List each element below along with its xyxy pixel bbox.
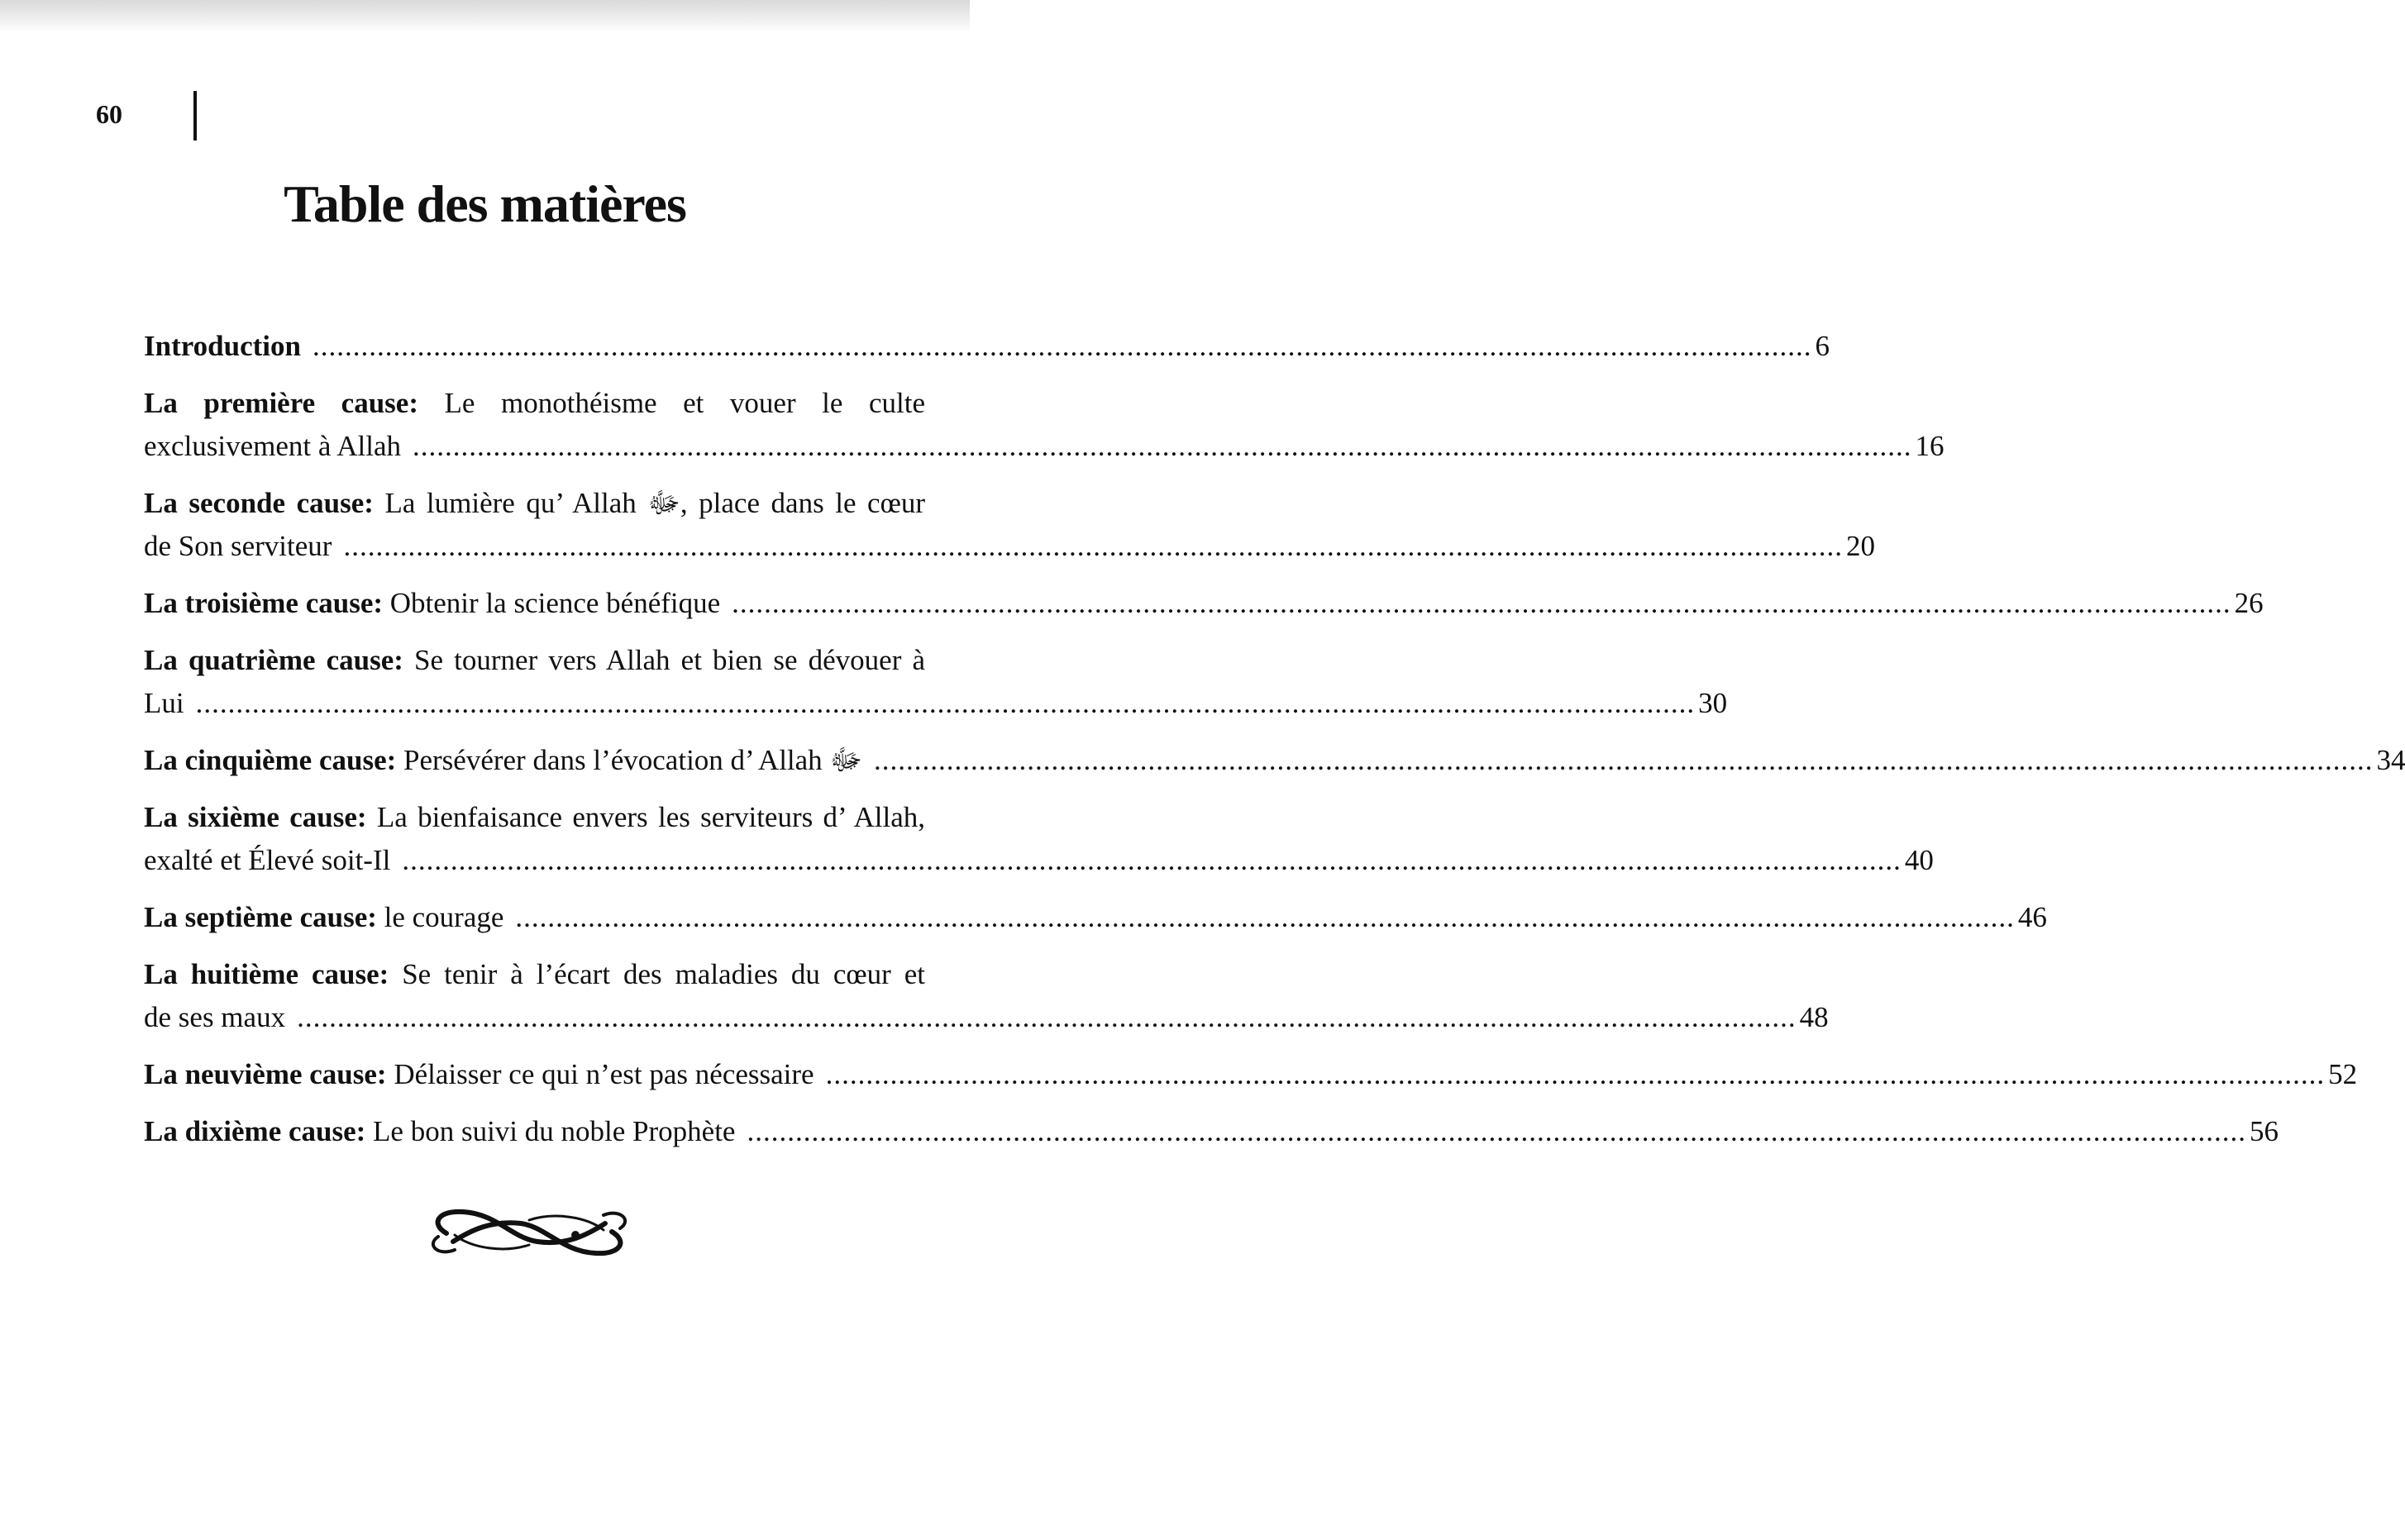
dot-leader: .......................................................................................................................................................................................... — [195, 687, 1696, 719]
toc-entry-introduction[interactable] — [144, 325, 1830, 368]
dot-leader: .......................................................................................................................................................................................... — [825, 1058, 2326, 1090]
dot-leader: .......................................................................................................................................................................................... — [873, 744, 2374, 776]
toc-entry-label: La huitième cause: — [144, 958, 389, 990]
toc-entry-first-line — [144, 482, 925, 525]
toc-page-number: 46 — [2017, 901, 2047, 933]
toc-page-number: 48 — [1799, 1001, 1829, 1033]
toc-entry-text: Se tourner vers Allah et bien se dévouer à — [414, 644, 926, 676]
dot-leader: .......................................................................................................................................................................................... — [312, 330, 1812, 362]
toc-entry-label: La troisième cause: — [144, 587, 384, 619]
toc-entry-cause-8[interactable] — [144, 953, 1829, 1039]
toc-entry-label: La neuvième cause: — [144, 1058, 387, 1090]
toc-entry-first-line — [144, 639, 925, 682]
toc-entry-first-line — [144, 382, 925, 425]
flourish-ornament-icon — [422, 1199, 637, 1265]
toc-entry-text-continued: exclusivement à Allah — [144, 430, 402, 462]
toc-entry-text-continued: de Son serviteur — [144, 530, 332, 562]
toc-entry-text-continued: de ses maux — [144, 1001, 286, 1033]
toc-entry-label: La dixième cause: — [144, 1115, 366, 1147]
toc-entry-text: Le bon suivi du noble Prophète — [373, 1115, 736, 1147]
dot-leader: .......................................................................................................................................................................................... — [515, 901, 2015, 933]
dot-leader: .......................................................................................................................................................................................... — [402, 844, 1902, 876]
toc-entry-label: La quatrième cause: — [144, 644, 403, 676]
toc-entry-text-continued: Lui — [144, 687, 184, 719]
toc-entry-first-line — [144, 796, 925, 839]
dot-leader: .......................................................................................................................................................................................... — [297, 1001, 1797, 1033]
toc-page-number: 30 — [1698, 687, 1728, 719]
toc-entry-cause-10[interactable] — [144, 1110, 2279, 1153]
toc-page-number: 34 — [2376, 744, 2405, 776]
toc-entry-label: La sixième cause: — [144, 801, 367, 833]
toc-entry-cause-5[interactable] — [144, 739, 2405, 782]
toc-page-number: 20 — [1845, 530, 1875, 562]
toc-page-number: 6 — [1815, 330, 1830, 362]
dot-leader: .......................................................................................................................................................................................... — [747, 1115, 2246, 1147]
page-number-divider — [193, 91, 197, 141]
toc-entry-text-continued: exalté et Élevé soit-Il — [144, 844, 391, 876]
toc-entry-cause-2[interactable] — [144, 482, 1875, 568]
toc-entry-label: La seconde cause: — [144, 487, 374, 519]
toc-entry-text: Introduction — [144, 330, 301, 362]
toc-entry-text: La lumière qu’ Allah ﷻ, place dans le cœur — [384, 487, 925, 519]
toc-page-number: 26 — [2234, 587, 2264, 619]
dot-leader: .......................................................................................................................................................................................... — [343, 530, 1843, 562]
toc-entry-label: La première cause: — [144, 387, 418, 419]
toc-entry-cause-4[interactable] — [144, 639, 1728, 725]
page-top-shadow — [0, 0, 970, 33]
toc-entry-label: La septième cause: — [144, 901, 377, 933]
toc-page-number: 52 — [2328, 1058, 2358, 1090]
page-title: Table des matières — [284, 174, 686, 233]
table-of-contents — [144, 325, 2405, 1167]
dot-leader: .......................................................................................................................................................................................... — [413, 430, 1912, 462]
toc-page-number: 40 — [1904, 844, 1934, 876]
dot-leader: .......................................................................................................................................................................................... — [732, 587, 2231, 619]
toc-entry-text: Se tenir à l’écart des maladies du cœur et — [402, 958, 925, 990]
toc-page-number: 56 — [2249, 1115, 2279, 1147]
toc-entry-first-line — [144, 953, 925, 996]
toc-entry-text: La bienfaisance envers les serviteurs d’ Allah, — [376, 801, 925, 833]
toc-entry-text: Délaisser ce qui n’est pas nécessaire — [394, 1058, 814, 1090]
toc-page-number: 16 — [1915, 430, 1945, 462]
toc-entry-text: le courage — [384, 901, 504, 933]
toc-entry-text: Le monothéisme et vouer le culte — [444, 387, 925, 419]
toc-entry-label: La cinquième cause: — [144, 744, 397, 776]
toc-entry-cause-1[interactable] — [144, 382, 1945, 468]
toc-entry-cause-3[interactable] — [144, 582, 2264, 625]
toc-entry-cause-7[interactable] — [144, 896, 2047, 939]
toc-entry-text: Persévérer dans l’évocation d’ Allah ﷻ — [403, 744, 862, 776]
toc-entry-cause-6[interactable] — [144, 796, 1934, 882]
page-number: 60 — [96, 99, 122, 129]
toc-entry-text: Obtenir la science bénéfique — [389, 587, 721, 619]
toc-entry-cause-9[interactable] — [144, 1053, 2358, 1096]
